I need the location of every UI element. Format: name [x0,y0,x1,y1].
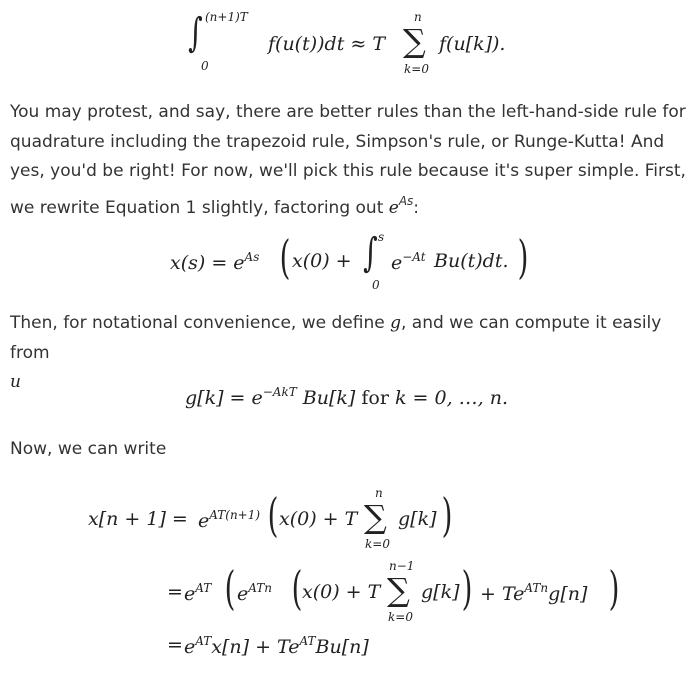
eq-g-lhs: $g[k] = e^{-AkT}$ [185,385,297,409]
eq-x-lhs: $x(s) = e^{As}$ [170,250,260,274]
integral-lower-limit: 0 [201,59,209,73]
row2-body: x(0) + T [302,581,381,603]
row2-sum-upper: n−1 [389,559,415,573]
colon: : [413,197,420,218]
row2-outer-right-paren: ) [608,561,620,615]
left-paren: ( [279,230,291,284]
paragraph-text: Then, for notational convenience, we define [10,313,391,333]
inline-math-sup: As [398,193,414,208]
row2-inner-right-paren: ) [461,561,473,615]
row1-lhs: x[n + 1] = [88,508,188,530]
integral-sign: ∫ [363,230,378,276]
eq-x-body-b: $e^{-At}$ [391,250,426,274]
eq-g-for: for [361,387,389,409]
row2-exp: $e^{AT}$ [184,581,212,605]
equation-x-of-s [170,228,540,298]
sum-lower-limit: k=0 [404,62,429,76]
eq-g-cond: k = 0, …, n. [395,387,509,409]
equation-g [185,385,525,419]
sum-sign: ∑ [403,22,426,60]
equation-quadrature [185,0,525,80]
paragraph-text-2: , and we can compute it easily from [10,313,662,363]
sum-upper-limit: n [414,10,422,24]
row2-inner-left-paren: ( [291,561,303,615]
summand: f(u[k]). [439,33,506,55]
eq-g-rhs: Bu[k] [302,387,356,409]
row1-sum-sign: ∑ [364,498,387,536]
row2-sum-lower: k=0 [388,610,413,624]
inline-math-e: e [388,197,399,218]
row2-inner-exp: $e^{ATn}$ [237,581,272,605]
paragraph-text: You may protest, and say, there are better rules than the left-hand-side rule for quadrature including the trapezoid rule, Simpson's rule, or Runge-Kutta! And yes, you'd be right! For now, we'll pick this rule because it's super simple. First, we rewrite Equation 1 slightly, factoring out [10,102,686,218]
row2-summand: g[k] [421,581,460,603]
eq-x-body-c: Bu(t)dt. [434,250,509,272]
aligned-equations [88,478,648,668]
right-paren: ) [517,230,529,284]
row2-outer-left-paren: ( [224,561,236,615]
integral-upper-limit: (n+1)T [205,10,248,24]
row1-right-paren: ) [441,488,453,542]
paragraph-now-write: Now, we can write [10,439,167,459]
row3-equals: = [167,634,183,656]
paragraph-quadrature-note [10,98,690,223]
row2-sum-sign: ∑ [387,571,410,609]
eq-x-body-a: x(0) + [292,250,352,272]
row2-equals: = [167,581,183,603]
row2-tail: + $Te^{ATn}g[n]$ [480,581,588,605]
integral-upper-limit: s [378,230,385,244]
inline-math-u: u [10,372,21,392]
row1-left-paren: ( [267,488,279,542]
inline-math-g: g [390,313,401,333]
row1-summand: g[k] [398,508,437,530]
integral-sign: ∫ [188,10,203,56]
integral-lower-limit: 0 [372,278,380,292]
row1-sum-upper: n [375,486,383,500]
integrand: f(u(t))dt ≈ T [268,33,386,55]
row1-exp: $e^{AT(n+1)}$ [198,508,261,532]
row3-body: $e^{AT}x[n] + Te^{AT}Bu[n]$ [184,634,369,658]
row1-body: x(0) + T [279,508,358,530]
row1-sum-lower: k=0 [365,537,390,551]
